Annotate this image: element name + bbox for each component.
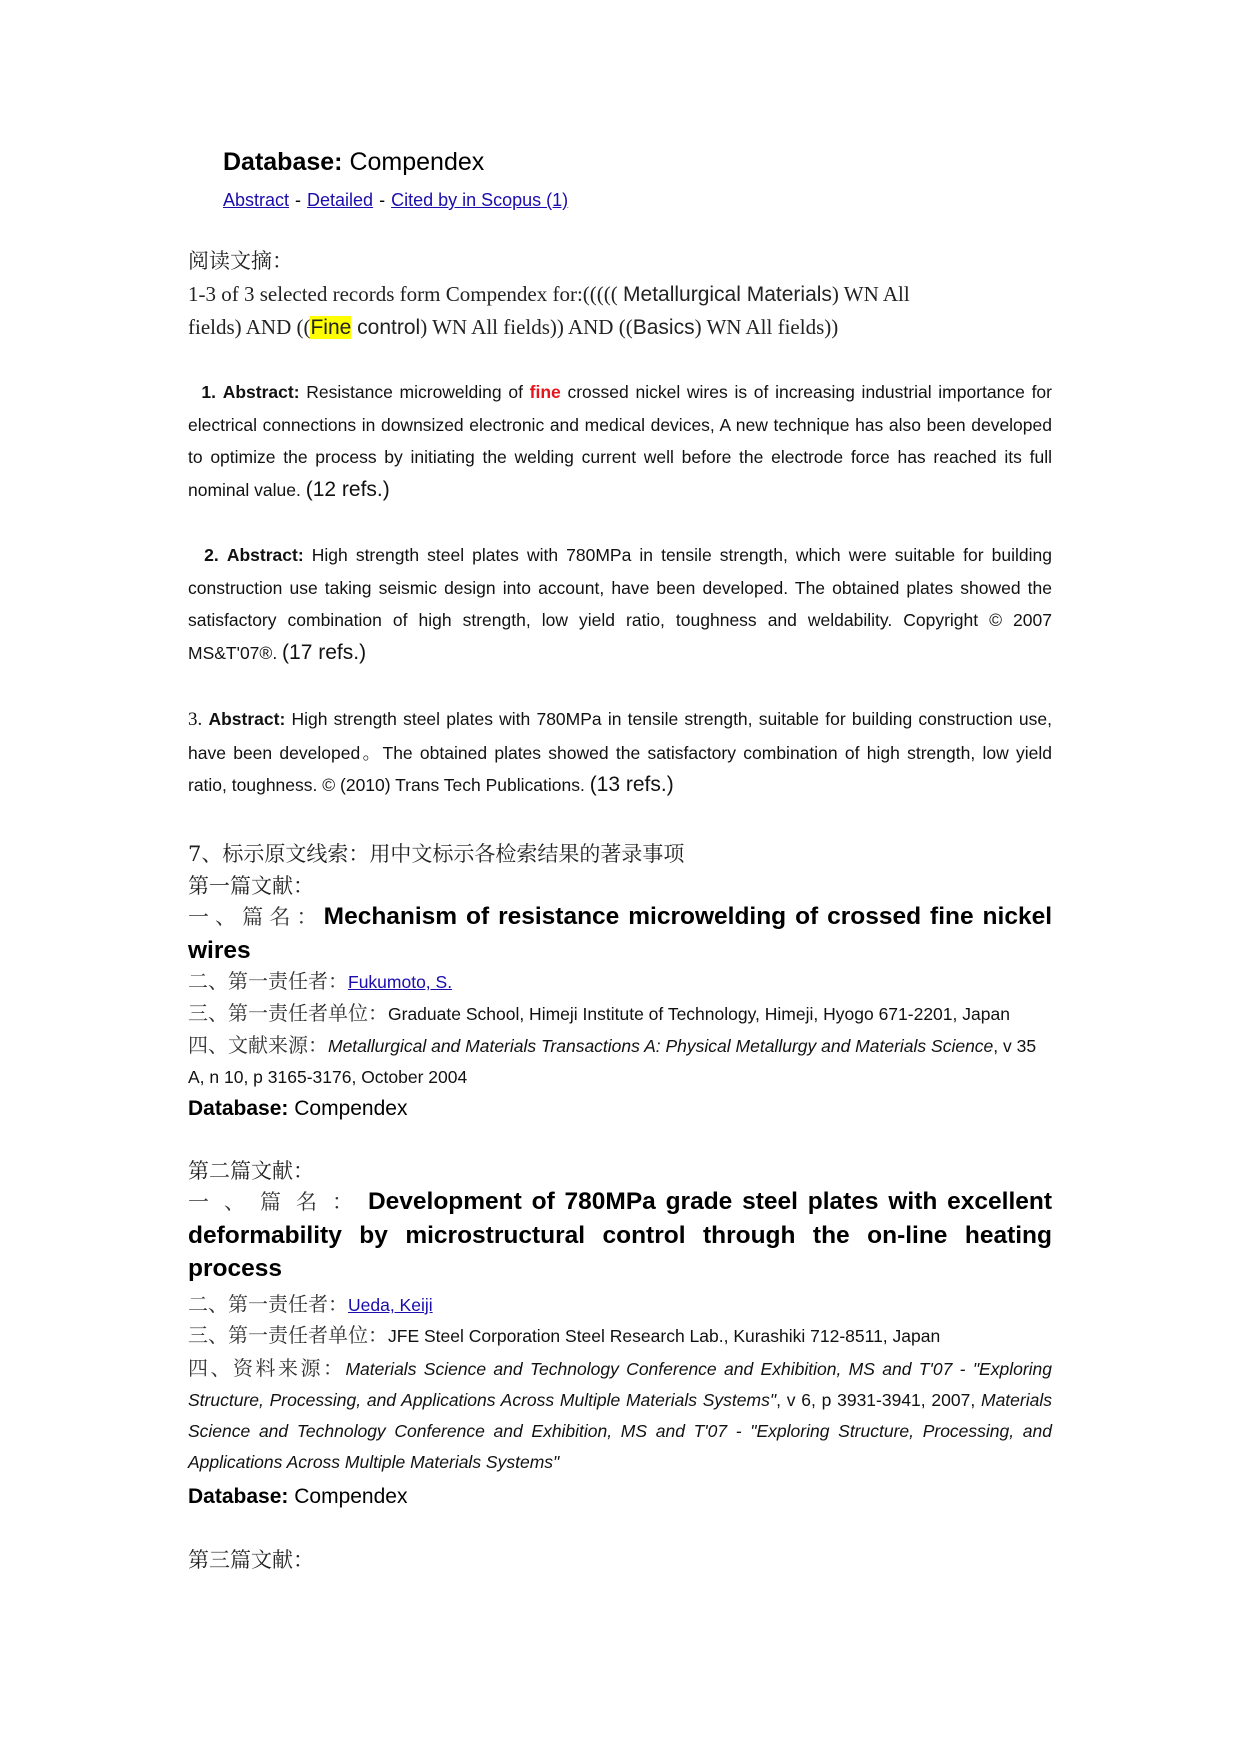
source-label: 四、资料来源： xyxy=(188,1356,346,1380)
doc2-database xyxy=(188,1485,407,1509)
query-mid: ) WN All fields)) AND (( xyxy=(420,315,633,339)
doc1-database xyxy=(188,1097,407,1121)
doc2-author-row xyxy=(188,1289,1052,1321)
query-term-control: control xyxy=(351,316,421,339)
doc3-heading: 第三篇文献： xyxy=(188,1548,314,1572)
doc1-author-row xyxy=(188,966,1052,998)
abstract-text: crossed nickel wires is of increasing industrial importance for electrical connections in downsized electronic and medical devices, A new technique has also been developed to optimize the process by initiating the welding current well before the electrode force has reached its full nominal value. xyxy=(188,382,1052,500)
abstract-label: Abstract: xyxy=(226,545,304,565)
abstract-label: Abstract: xyxy=(222,382,300,402)
abstract-number: 2. xyxy=(204,545,219,565)
database-heading xyxy=(223,148,484,177)
doc1-title-text: Mechanism of resistance microwelding of crossed fine nickel wires xyxy=(188,903,1053,964)
abstract-keyword-highlight: fine xyxy=(529,382,561,402)
link-separator: - xyxy=(295,190,302,210)
cited-by-scopus-link[interactable]: Cited by in Scopus (1) xyxy=(391,190,569,210)
detailed-link[interactable]: Detailed xyxy=(307,190,374,210)
abstract-number: 1. xyxy=(201,382,217,402)
abstract-number: 3. xyxy=(188,709,203,730)
doc1-source-journal: Metallurgical and Materials Transactions A: Physical Metallurgy and Materials Science xyxy=(328,1036,994,1056)
doc1-source-details: , v 35 A, n 10, p 3165-3176, October 2004 xyxy=(188,1036,1037,1087)
abstract-item-1 xyxy=(188,376,1052,506)
doc1-affiliation-row xyxy=(188,998,1052,1030)
abstract-link[interactable]: Abstract xyxy=(223,190,290,210)
search-query xyxy=(188,278,958,344)
record-links xyxy=(223,190,568,211)
doc2-source-conference-repeat: Materials Science and Technology Conference and Exhibition, MS and T'07 - "Exploring Structure, Processing, and Applications Across Multiple Materials Systems" xyxy=(188,1390,1052,1472)
abstract-refs: (13 refs.) xyxy=(589,773,674,796)
author-label: 二、第一责任者： xyxy=(188,1292,348,1316)
link-separator: - xyxy=(379,190,386,210)
abstract-text: Resistance microwelding of xyxy=(299,382,530,402)
database-label: Database: xyxy=(188,1097,289,1120)
doc2-heading: 第二篇文献： xyxy=(188,1159,314,1183)
abstract-item-2 xyxy=(188,539,1052,669)
doc2-source-row xyxy=(188,1353,1052,1478)
doc1-author-link[interactable]: Fukumoto, S. xyxy=(348,972,453,992)
doc2-title-text: Development of 780MPa grade steel plates with excellent deformability by microstructural control through the on-line heating process xyxy=(188,1188,1053,1282)
abstract-label: Abstract: xyxy=(208,709,286,729)
abstract-item-3 xyxy=(188,703,1052,802)
affiliation-label: 三、第一责任者单位： xyxy=(188,1001,388,1025)
doc1-heading: 第一篇文献： xyxy=(188,874,314,898)
reading-heading: 阅读文摘： xyxy=(188,249,293,273)
doc1-title xyxy=(188,900,1052,967)
query-mid: ) WN All fields) AND (( xyxy=(188,282,910,339)
section-7-heading: 7、标示原文线索：用中文标示各检索结果的著录事项 xyxy=(188,842,685,866)
doc1-affiliation: Graduate School, Himeji Institute of Technology, Himeji, Hyogo 671-2201, Japan xyxy=(388,1004,1010,1024)
abstract-refs: (12 refs.) xyxy=(305,477,390,501)
query-prefix: 1-3 of 3 selected records form Compendex for:((((( xyxy=(188,282,624,306)
query-end: ) WN All fields)) xyxy=(694,315,839,339)
query-term-metallurgical: Metallurgical Materials xyxy=(623,283,832,306)
doc2-title xyxy=(188,1185,1052,1285)
abstract-refs: (17 refs.) xyxy=(282,640,367,664)
abstract-text: High strength steel plates with 780MPa in tensile strength, suitable for building construction use, have been developed。The obtained plates showed the satisfactory combination of high strength, low yield ratio, toughness. © (2010) Trans Tech Publications. xyxy=(188,709,1052,795)
doc2-source-details: , v 6, p 3931-3941, 2007, xyxy=(776,1390,981,1410)
doc2-affiliation-row xyxy=(188,1320,1052,1352)
abstract-text: High strength steel plates with 780MPa in tensile strength, which were suitable for building construction use taking seismic design into account, have been developed. The obtained plates showed the satisfactory combination of high strength, low yield ratio, toughness and weldability. Copyright © 2007 MS&T'07®. xyxy=(188,545,1052,663)
title-label: 一、篇名： xyxy=(188,1190,368,1214)
doc2-affiliation: JFE Steel Corporation Steel Research Lab., Kurashiki 712-8511, Japan xyxy=(388,1326,941,1346)
database-label: Database: xyxy=(188,1485,289,1508)
database-label: Database: xyxy=(223,148,343,176)
title-label: 一、篇名： xyxy=(188,905,324,929)
query-term-basics: Basics xyxy=(632,316,695,339)
source-label: 四、文献来源： xyxy=(188,1033,328,1057)
author-label: 二、第一责任者： xyxy=(188,969,348,993)
database-value: Compendex xyxy=(294,1097,408,1120)
affiliation-label: 三、第一责任者单位： xyxy=(188,1323,388,1347)
doc2-author-link[interactable]: Ueda, Keiji xyxy=(348,1295,433,1315)
database-value: Compendex xyxy=(349,148,485,176)
database-value: Compendex xyxy=(294,1485,408,1508)
doc1-source-row xyxy=(188,1030,1052,1093)
doc2-source-conference: Materials Science and Technology Conference and Exhibition, MS and T'07 - "Exploring Structure, Processing, and Applications Across Multiple Materials Systems" xyxy=(188,1359,1053,1410)
query-term-fine-highlight: Fine xyxy=(310,316,352,339)
